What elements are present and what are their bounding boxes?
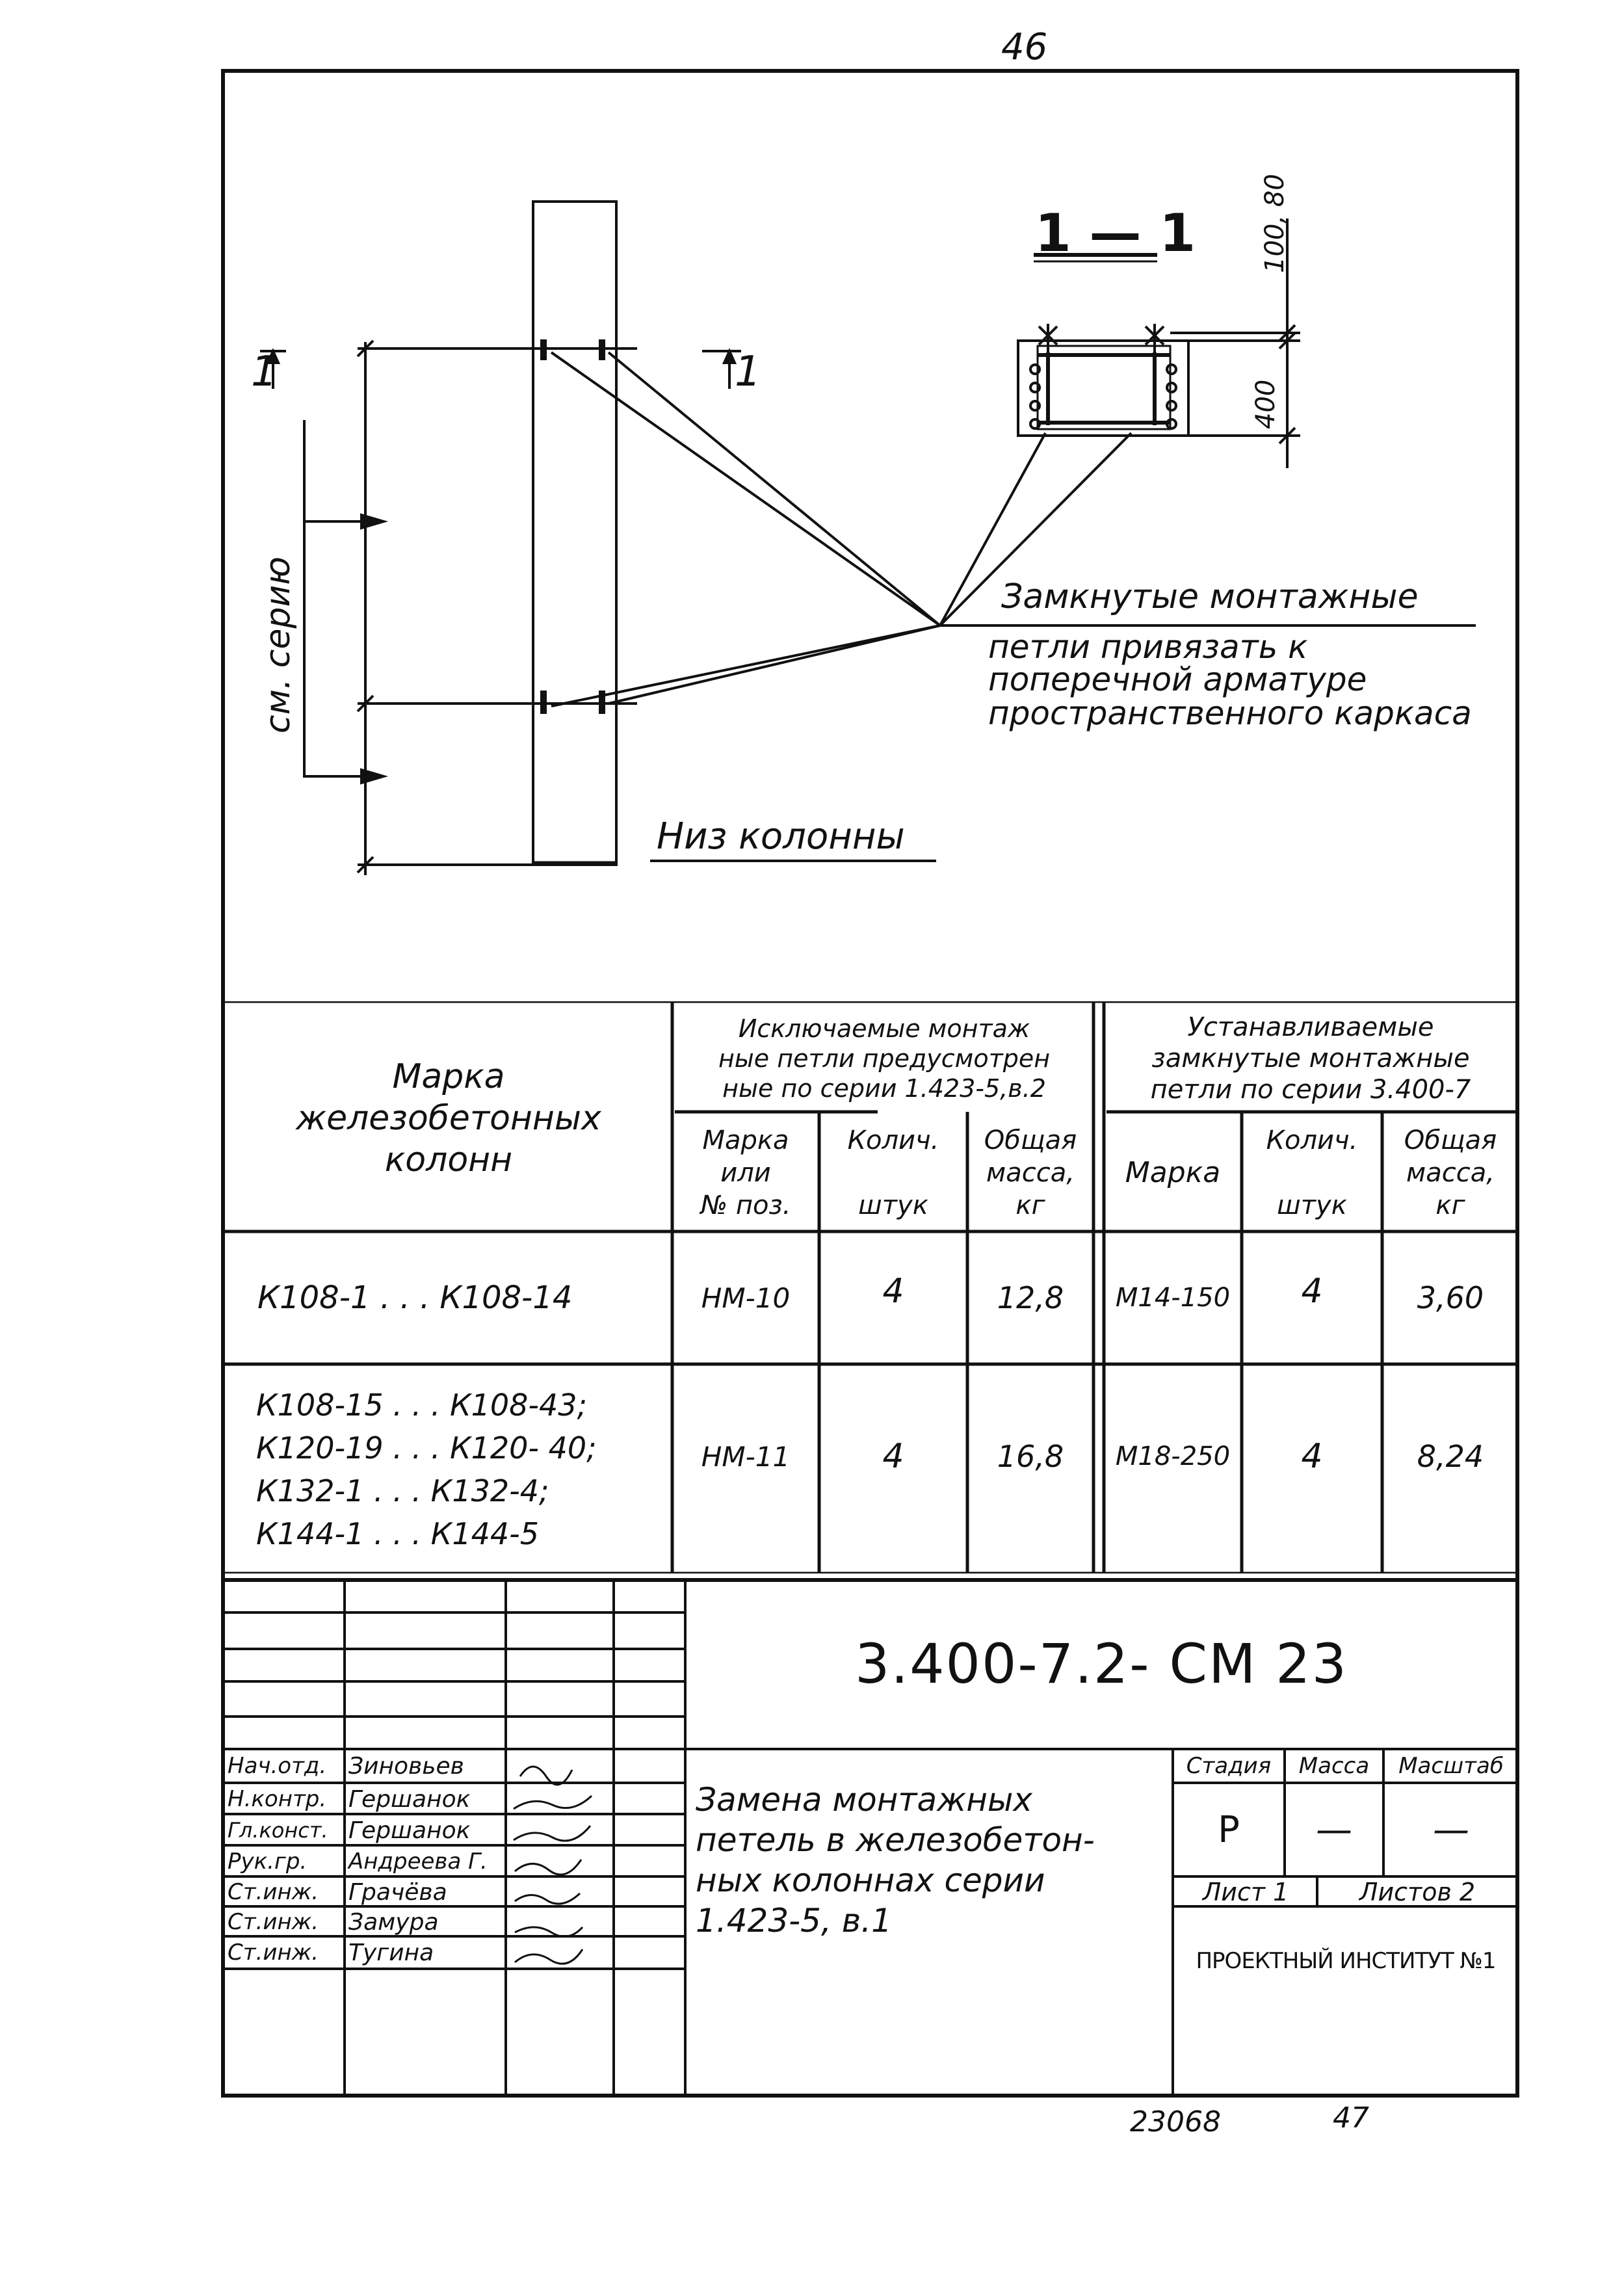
signer-role: Ст.инж.: [228, 1940, 319, 1966]
column-drawing: [221, 69, 1519, 1005]
archive-number: 23068: [1130, 2105, 1221, 2139]
signer-name: Замура: [348, 1908, 439, 1936]
table-row-2-g2-mark: М18-250: [1115, 1441, 1231, 1471]
subheader-g1-mass: Общая масса, кг: [984, 1125, 1077, 1220]
table-row-1-g1-mark: НМ-10: [701, 1282, 791, 1314]
note-line-3: поперечной арматуре: [988, 661, 1367, 698]
signer-role: Рук.гр.: [228, 1849, 308, 1875]
stage-label: Стадия: [1186, 1753, 1272, 1779]
sheets-total: Листов 2: [1359, 1878, 1476, 1906]
signer-name: Андреева Г.: [348, 1849, 488, 1875]
section-mark-left: 1: [251, 348, 278, 396]
page-number: 46: [1001, 26, 1048, 68]
subheader-g2-qty: Колич. штук: [1266, 1125, 1358, 1220]
signer-role: Гл.конст.: [228, 1818, 328, 1843]
note-line-2: петли привязать к: [988, 628, 1308, 666]
scale-label: Масштаб: [1398, 1753, 1504, 1779]
stage-value: Р: [1218, 1808, 1240, 1851]
section-mark-right: 1: [735, 348, 761, 396]
signer-role: Н.контр.: [228, 1786, 327, 1812]
signer-name: Зиновьев: [348, 1752, 464, 1780]
subheader-g2-mass: Общая масса, кг: [1404, 1125, 1497, 1220]
signer-name: Гершанок: [348, 1817, 471, 1844]
signer-role: Нач.отд.: [228, 1753, 327, 1779]
mass-value: —: [1316, 1808, 1352, 1851]
signer-name: Гершанок: [348, 1785, 471, 1813]
note-line-1: Замкнутые монтажные: [1001, 577, 1419, 616]
signer-role: Ст.инж.: [228, 1909, 319, 1935]
table-row-2-g1-mark: НМ-11: [701, 1440, 791, 1473]
table-row-2-g1-mass: 16,8: [997, 1439, 1064, 1474]
sheet-sequence-number: 47: [1333, 2101, 1369, 2135]
subheader-g2-mark: Марка: [1125, 1156, 1221, 1189]
table-row-2-g1-qty: 4: [882, 1437, 904, 1476]
document-title: Замена монтажных петель в железобетон- ных колоннах серии 1.423-5, в.1: [696, 1781, 1095, 1940]
section-title: 1 — 1: [1035, 203, 1196, 263]
document-code: 3.400-7.2- СМ 23: [854, 1632, 1348, 1696]
sheet-number: Лист 1: [1202, 1878, 1289, 1906]
subheader-g1-mark: Марка или № поз.: [700, 1125, 791, 1220]
header-installed-loops: Устанавливаемые замкнутые монтажные петли по серии 3.400-7: [1150, 1012, 1471, 1105]
table-row-2-mark: К108-15 . . . К108-43; К120-19 . . . К120- 40; К132-1 . . . К132-4; К144-1 . . . К144-5: [256, 1388, 597, 1551]
table-row-1-g2-qty: 4: [1301, 1272, 1323, 1311]
note-line-4: пространственного каркаса: [988, 694, 1472, 732]
table-row-1-g2-mass: 3,60: [1417, 1280, 1484, 1315]
header-removed-loops: Исключаемые монтаж ные петли предусмотрен ные по серии 1.423-5,в.2: [718, 1014, 1051, 1103]
subheader-g1-qty: Колич. штук: [847, 1125, 939, 1220]
table-row-2-g2-mass: 8,24: [1417, 1439, 1484, 1474]
scale-value: —: [1433, 1808, 1469, 1851]
table-row-1-mark: К108-1 . . . К108-14: [257, 1280, 573, 1316]
institute-name: ПРОЕКТНЫЙ ИНСТИТУТ №1: [1196, 1948, 1496, 1974]
table-row-1-g1-qty: 4: [882, 1272, 904, 1311]
table-row-1-g2-mark: М14-150: [1115, 1283, 1231, 1313]
dim-series: см. серию: [259, 556, 298, 733]
signer-role: Ст.инж.: [228, 1879, 319, 1905]
signer-name: Грачёва: [348, 1878, 447, 1906]
table-row-2-g2-qty: 4: [1301, 1437, 1323, 1476]
signer-name: Тугина: [348, 1939, 434, 1966]
dim-side: 400: [1251, 379, 1281, 429]
table-row-1-g1-mass: 12,8: [997, 1280, 1064, 1315]
header-column-mark: Марка железобетонных колонн: [296, 1057, 601, 1179]
column-body: [533, 202, 616, 865]
mass-label: Масса: [1298, 1753, 1370, 1779]
dim-top: 100, 80: [1260, 174, 1290, 273]
signatures: [514, 1767, 592, 1964]
column-bottom-label: Низ колонны: [657, 815, 905, 858]
